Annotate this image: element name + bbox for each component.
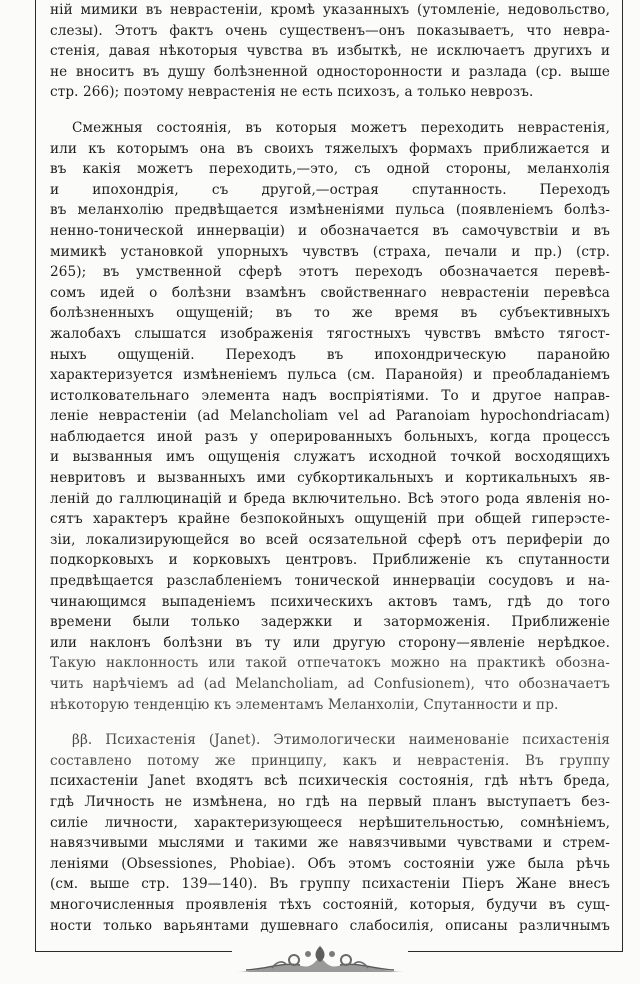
text-line: сомъ идей о болѣзни взамѣнъ свойственнаго неврастенiи перевѣса xyxy=(50,284,610,301)
text-line: или наклонъ болѣзни въ ту или другую сторону—явленiе нерѣдкое. xyxy=(50,634,610,651)
text-line: многочисленныя проявленiя тѣхъ состоянiй, которыя, будучи въ сущ- xyxy=(50,896,610,913)
text-line: ности только варьянтами душевнаго слабосилiя, описаны различнымъ xyxy=(50,917,610,934)
text-line: чинающимся выпаденiемъ психическихъ актовъ тамъ, гдѣ до того xyxy=(50,593,610,610)
paragraph-adjacent-states xyxy=(50,118,610,715)
paragraph-gap xyxy=(50,715,610,730)
text-line: навязчивыми мыслями и такими же навязчивыми чувствами и стрем- xyxy=(50,835,610,852)
text-line: составлено потому же принципу, какъ и неврастенiя. Въ группу xyxy=(50,752,610,769)
text-line: предвѣщается разслабленiемъ тонической иннервацiи сосудовъ и на- xyxy=(50,573,610,590)
text-line: времени были только задержки и заторможенiя. Приближенiе xyxy=(50,614,610,631)
text-line: нiй мимики въ неврастенiи, кромѣ указанныхъ (утомленiе, недовольство, xyxy=(50,2,610,18)
text-line: ненно-тонической иннервацiи) и обозначается въ самочувствiи и въ xyxy=(50,222,610,239)
text-line: чить нарѣчiемъ ad (ad Melancholiam, ad Confusionem), что обозначаетъ xyxy=(50,676,610,692)
page-text xyxy=(50,0,610,936)
text-line: Смежныя состоянiя, въ которыя можетъ переходить неврастенiя, xyxy=(72,119,610,136)
text-line: силiе личности, характеризующееся нерѣшительностью, сомнѣнiемъ, xyxy=(50,814,610,831)
text-line: болѣзненныхъ ощущенiй; въ то же время въ субъективныхъ xyxy=(50,305,610,322)
text-line: ныхъ ощущенiй. Переходъ въ ипохондрическую паранойю xyxy=(50,346,610,363)
text-line: подкорковыхъ и корковыхъ центровъ. Приближенiе къ спутанности xyxy=(50,552,610,569)
text-line: ленiе неврастенiи (ad Melancholiam vel ad Paranoiam hypochondriacam) xyxy=(50,408,610,425)
text-line: въ меланхолiю предвѣщается измѣненiями пульса (появленiемъ болѣз- xyxy=(50,202,610,219)
text-line: психастенiи Janet входятъ всѣ психическiя состоянiя, гдѣ нѣтъ бреда, xyxy=(50,773,610,790)
paragraph-neurasthenia-mimicry xyxy=(50,0,610,103)
text-line: Такую наклонность или такой отпечатокъ можно на практикѣ обозна- xyxy=(50,655,610,672)
floral-divider-ornament-icon xyxy=(232,942,408,978)
text-line: въ какiя можетъ переходить,—это, съ одной стороны, меланхолiя xyxy=(50,161,610,178)
paragraph-psychasthenia xyxy=(50,730,610,936)
text-line: 265); въ умственной сферѣ этотъ переходъ обозначается перевѣ- xyxy=(50,264,610,281)
text-line: невритовъ и вызванныхъ ими субкортикальныхъ и кортикальныхъ яв- xyxy=(50,470,610,487)
text-line: стенiя, давая нѣкоторыя чувства въ избыткѣ, не исключаетъ другихъ и xyxy=(50,43,610,60)
text-line: жалобахъ слышатся изображенiя тягостныхъ чувствъ вмѣсто тягост- xyxy=(50,325,610,342)
text-line: нѣкоторую тенденцiю къ элементамъ Меланхолiи, Спутанности и пр. xyxy=(50,696,559,713)
text-line: и вызванныя имъ ощущенiя служатъ исходной точкой восходящихъ xyxy=(50,449,610,466)
text-line: зiи, локализирующейся во всей осязательной сферѣ отъ периферiи до xyxy=(50,531,610,548)
text-line: сятъ характеръ крайне безпокойныхъ ощущенiй при общей гиперэсте- xyxy=(50,511,610,528)
text-line: наблюдается иной разъ у оперированныхъ больныхъ, когда процессъ xyxy=(50,428,610,445)
text-line: слезы). Этотъ фактъ очень существенъ—онъ показываетъ, что невра- xyxy=(50,22,610,39)
text-line: ленiями (Obsessiones, Phobiae). Объ этомъ состоянiи уже была рѣчь xyxy=(50,855,610,872)
text-line: ленiй до галлюцинацiй и бреда включительно. Всѣ этого рода явленiя но- xyxy=(50,490,610,507)
text-line: мимикѣ установкой упорныхъ чувствъ (страха, печали и пр.) (стр. xyxy=(50,243,610,260)
text-line: гдѣ Личность не измѣнена, но гдѣ на первый планъ выступаетъ без- xyxy=(50,793,610,810)
text-line: (см. выше стр. 139—140). Въ группу психастенiи Пiеръ Жане внесъ xyxy=(50,876,610,893)
text-line: и ипохондрiя, съ другой,—острая спутанность. Переходъ xyxy=(50,181,610,198)
text-line: ββ. Психастенiя (Janet). Этимологически наименованiе психастенiя xyxy=(72,732,610,749)
paragraph-gap xyxy=(50,103,610,118)
text-line: не вноситъ въ душу болѣзненной односторонности и разлада (ср. выше xyxy=(50,63,610,80)
text-line: или къ которымъ она въ своихъ тяжелыхъ формахъ приближается и xyxy=(50,140,610,157)
text-line: характеризуется измѣненiемъ пульса (см. Паранойя) и преобладанiемъ xyxy=(50,367,610,384)
text-line: истолковательнаго элемента надъ воспрiятiями. То и другое направ- xyxy=(50,387,610,404)
text-line: стр. 266); поэтому неврастенiя не есть психозъ, а только неврозъ. xyxy=(50,84,534,101)
